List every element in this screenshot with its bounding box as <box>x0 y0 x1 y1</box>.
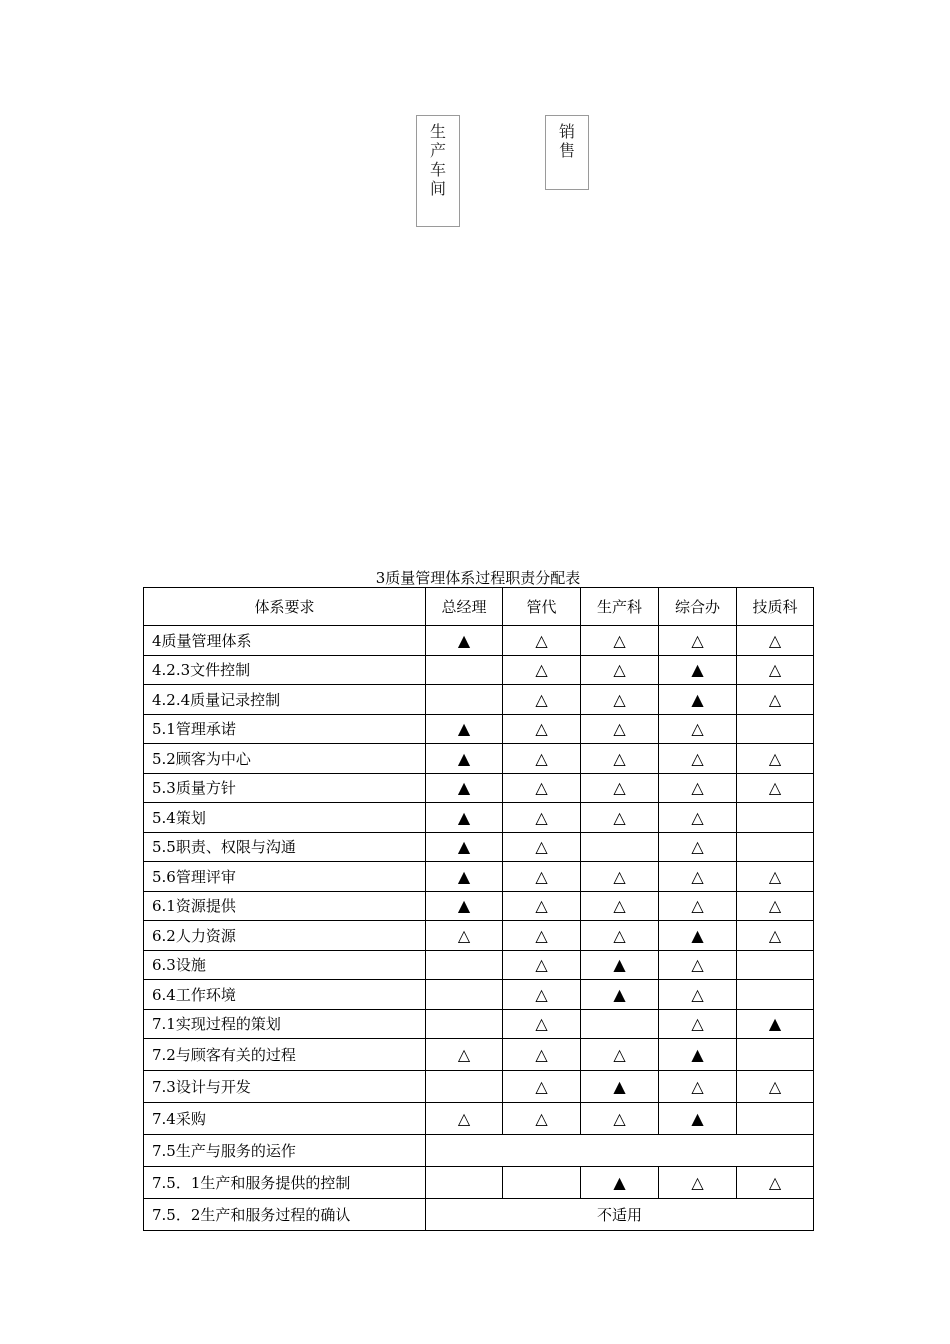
responsible-mark: ▲ <box>737 1009 814 1039</box>
responsible-mark: ▲ <box>426 862 503 892</box>
column-header: 总经理 <box>426 588 503 626</box>
empty-cell <box>426 980 503 1010</box>
requirement-cell: 4.2.3文件控制 <box>144 655 426 685</box>
column-header: 体系要求 <box>144 588 426 626</box>
org-box-char: 车 <box>429 160 446 179</box>
related-mark: △ <box>737 744 814 774</box>
table-row <box>144 1103 814 1135</box>
table-row <box>144 1167 814 1199</box>
requirement-cell: 7.5．2生产和服务过程的确认 <box>144 1199 426 1231</box>
related-mark: △ <box>503 891 581 921</box>
table-row <box>144 921 814 951</box>
responsible-mark: ▲ <box>426 891 503 921</box>
org-box-char: 间 <box>429 179 446 198</box>
requirement-cell: 5.4策划 <box>144 803 426 833</box>
related-mark: △ <box>581 773 659 803</box>
related-mark: △ <box>737 655 814 685</box>
column-header: 综合办 <box>659 588 737 626</box>
table-row <box>144 1009 814 1039</box>
related-mark: △ <box>581 891 659 921</box>
column-header: 管代 <box>503 588 581 626</box>
table-row <box>144 1039 814 1071</box>
related-mark: △ <box>659 773 737 803</box>
org-box-char: 产 <box>429 141 446 160</box>
empty-cell <box>737 832 814 862</box>
empty-cell <box>426 1071 503 1103</box>
table-row <box>144 773 814 803</box>
requirement-cell: 7.5生产与服务的运作 <box>144 1135 426 1167</box>
requirement-cell: 7.2与顾客有关的过程 <box>144 1039 426 1071</box>
empty-cell <box>737 1103 814 1135</box>
table-header-row <box>144 588 814 626</box>
related-mark: △ <box>659 1009 737 1039</box>
related-mark: △ <box>503 655 581 685</box>
requirement-cell: 5.2顾客为中心 <box>144 744 426 774</box>
responsible-mark: ▲ <box>581 1167 659 1199</box>
table-row <box>144 714 814 744</box>
empty-cell <box>581 832 659 862</box>
related-mark: △ <box>737 1167 814 1199</box>
empty-cell <box>737 950 814 980</box>
empty-cell <box>426 655 503 685</box>
empty-cell <box>737 980 814 1010</box>
related-mark: △ <box>659 626 737 656</box>
table-row <box>144 891 814 921</box>
related-mark: △ <box>737 626 814 656</box>
org-box-char: 售 <box>558 141 575 160</box>
related-mark: △ <box>737 1071 814 1103</box>
table-row <box>144 832 814 862</box>
responsible-mark: ▲ <box>426 714 503 744</box>
related-mark: △ <box>503 626 581 656</box>
requirement-cell: 7.1实现过程的策划 <box>144 1009 426 1039</box>
table-row <box>144 1135 814 1167</box>
related-mark: △ <box>737 891 814 921</box>
related-mark: △ <box>659 980 737 1010</box>
related-mark: △ <box>503 1039 581 1071</box>
related-mark: △ <box>581 862 659 892</box>
table-row <box>144 1071 814 1103</box>
requirement-cell: 5.6管理评审 <box>144 862 426 892</box>
table-row <box>144 655 814 685</box>
requirement-cell: 7.3设计与开发 <box>144 1071 426 1103</box>
related-mark: △ <box>426 1103 503 1135</box>
requirement-cell: 7.5．1生产和服务提供的控制 <box>144 1167 426 1199</box>
table-row <box>144 626 814 656</box>
org-box-sales <box>545 115 589 190</box>
responsible-mark: ▲ <box>659 921 737 951</box>
related-mark: △ <box>581 1103 659 1135</box>
empty-cell <box>426 1167 503 1199</box>
related-mark: △ <box>426 921 503 951</box>
related-mark: △ <box>737 685 814 715</box>
responsible-mark: ▲ <box>581 1071 659 1103</box>
responsible-mark: ▲ <box>659 1039 737 1071</box>
table-row <box>144 950 814 980</box>
related-mark: △ <box>581 1039 659 1071</box>
column-header: 生产科 <box>581 588 659 626</box>
related-mark: △ <box>503 1103 581 1135</box>
column-header: 技质科 <box>737 588 814 626</box>
related-mark: △ <box>503 1071 581 1103</box>
related-mark: △ <box>581 921 659 951</box>
related-mark: △ <box>503 685 581 715</box>
related-mark: △ <box>659 862 737 892</box>
responsible-mark: ▲ <box>426 744 503 774</box>
related-mark: △ <box>426 1039 503 1071</box>
responsible-mark: ▲ <box>426 832 503 862</box>
related-mark: △ <box>659 891 737 921</box>
org-box-char: 销 <box>558 122 575 141</box>
related-mark: △ <box>503 832 581 862</box>
related-mark: △ <box>737 921 814 951</box>
responsible-mark: ▲ <box>426 626 503 656</box>
related-mark: △ <box>581 803 659 833</box>
requirement-cell: 4.2.4质量记录控制 <box>144 685 426 715</box>
merged-cell: 不适用 <box>426 1199 814 1231</box>
related-mark: △ <box>659 714 737 744</box>
table-row <box>144 862 814 892</box>
org-box-production-workshop <box>416 115 460 227</box>
responsible-mark: ▲ <box>659 1103 737 1135</box>
related-mark: △ <box>503 714 581 744</box>
org-box-char: 生 <box>429 122 446 141</box>
responsible-mark: ▲ <box>659 655 737 685</box>
requirement-cell: 6.1资源提供 <box>144 891 426 921</box>
related-mark: △ <box>581 714 659 744</box>
responsible-mark: ▲ <box>581 980 659 1010</box>
related-mark: △ <box>659 950 737 980</box>
empty-cell <box>737 1039 814 1071</box>
requirement-cell: 6.2人力资源 <box>144 921 426 951</box>
related-mark: △ <box>581 685 659 715</box>
related-mark: △ <box>737 862 814 892</box>
requirement-cell: 5.5职责、权限与沟通 <box>144 832 426 862</box>
requirement-cell: 4质量管理体系 <box>144 626 426 656</box>
related-mark: △ <box>659 744 737 774</box>
merged-cell <box>426 1135 814 1167</box>
related-mark: △ <box>581 655 659 685</box>
related-mark: △ <box>503 773 581 803</box>
empty-cell <box>426 1009 503 1039</box>
table-row <box>144 1199 814 1231</box>
related-mark: △ <box>503 950 581 980</box>
table-row <box>144 803 814 833</box>
requirement-cell: 5.1管理承诺 <box>144 714 426 744</box>
related-mark: △ <box>737 773 814 803</box>
table-title: 3质量管理体系过程职责分配表 <box>375 569 581 587</box>
responsible-mark: ▲ <box>426 773 503 803</box>
related-mark: △ <box>503 862 581 892</box>
related-mark: △ <box>659 832 737 862</box>
related-mark: △ <box>659 803 737 833</box>
empty-cell <box>737 714 814 744</box>
table-row <box>144 685 814 715</box>
requirement-cell: 6.3设施 <box>144 950 426 980</box>
related-mark: △ <box>503 1009 581 1039</box>
empty-cell <box>737 803 814 833</box>
related-mark: △ <box>659 1167 737 1199</box>
empty-cell <box>426 950 503 980</box>
related-mark: △ <box>581 744 659 774</box>
empty-cell <box>503 1167 581 1199</box>
responsible-mark: ▲ <box>426 803 503 833</box>
requirement-cell: 5.3质量方针 <box>144 773 426 803</box>
table-row <box>144 980 814 1010</box>
related-mark: △ <box>503 980 581 1010</box>
related-mark: △ <box>659 1071 737 1103</box>
responsibility-table <box>143 587 814 1231</box>
empty-cell <box>426 685 503 715</box>
related-mark: △ <box>503 803 581 833</box>
empty-cell <box>581 1009 659 1039</box>
requirement-cell: 6.4工作环境 <box>144 980 426 1010</box>
responsible-mark: ▲ <box>581 950 659 980</box>
related-mark: △ <box>503 744 581 774</box>
related-mark: △ <box>581 626 659 656</box>
related-mark: △ <box>503 921 581 951</box>
responsible-mark: ▲ <box>659 685 737 715</box>
requirement-cell: 7.4采购 <box>144 1103 426 1135</box>
table-row <box>144 744 814 774</box>
